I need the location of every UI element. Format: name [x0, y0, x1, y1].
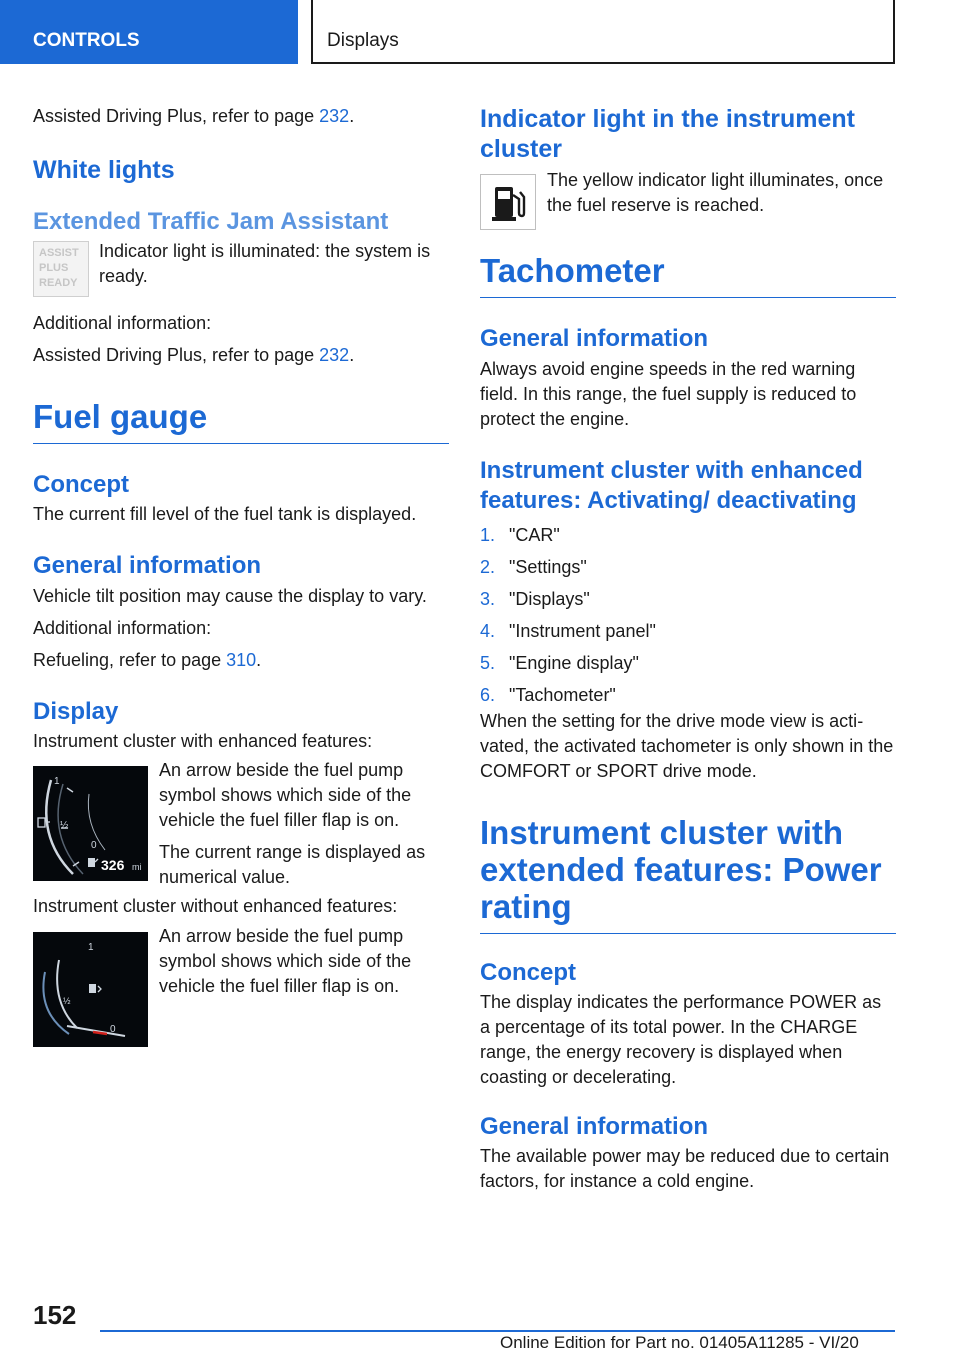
page-link-232-b[interactable]: 232	[319, 345, 350, 365]
page-link-232[interactable]: 232	[319, 106, 350, 126]
power-concept-text: The display indicates the performance POWER as a percentage of its total power. In the CHARGE range, the energy recovery is displayed when coasting or decelerating.	[480, 992, 882, 1087]
basic-gauge-mark-full: 1	[88, 942, 94, 953]
fuel-pump-range-icon	[88, 858, 95, 867]
chapter-tab	[311, 0, 895, 64]
edition-text: Online Edition for Part no. 01405A11285 - VI/20	[500, 1333, 859, 1352]
general-info-text: Vehicle tilt position may cause the display to vary.	[33, 586, 427, 606]
refuel-dot: .	[256, 650, 262, 670]
fuel-gauge-basic-image	[33, 932, 148, 1047]
fuel-gauge-basic-graphic	[33, 932, 148, 1047]
adp-dot: .	[349, 345, 355, 365]
etja-heading: Extended Traffic Jam Assistant	[33, 208, 389, 235]
step-number: 4.	[480, 621, 496, 641]
indicator-heading: Indicator light in the instrument cluster	[480, 105, 855, 163]
list-item	[480, 555, 896, 587]
step-text: "Displays"	[509, 589, 590, 609]
fuel-gauge-enhanced-image	[33, 766, 148, 881]
list-item	[480, 619, 896, 651]
assist-plus-ready-icon	[33, 241, 89, 297]
section-title: CONTROLS	[33, 30, 140, 51]
enhanced-text-2: The current range is displayed as numerical value.	[159, 842, 426, 887]
refuel-text: Refueling, refer to page	[33, 650, 227, 670]
list-item	[480, 651, 896, 683]
adp-paragraph	[33, 343, 449, 368]
power-general-text: The available power may be reduced due to certain factors, for instance a cold engine.	[480, 1146, 890, 1191]
step-number: 6.	[480, 685, 496, 705]
intro-dot: .	[349, 106, 355, 126]
step-text: "Engine display"	[509, 653, 639, 673]
step-number: 1.	[480, 525, 496, 545]
step-text: "Tachometer"	[509, 685, 616, 705]
step-text: "CAR"	[509, 525, 560, 545]
left-column	[33, 100, 449, 1058]
step-text: "Instrument panel"	[509, 621, 656, 641]
page-number: 152	[33, 1300, 77, 1330]
range-value: 326	[101, 857, 125, 873]
tachometer-heading: Tachometer	[480, 252, 896, 298]
additional-info-label-2: Additional information:	[33, 618, 212, 638]
step-number: 5.	[480, 653, 496, 673]
without-enhanced-label: Instrument cluster without enhanced features:	[33, 896, 398, 916]
power-concept-heading: Concept	[480, 959, 576, 986]
basic-fuel-pump-icon	[89, 984, 96, 993]
icon-line-plus: PLUS	[39, 262, 69, 274]
refuel-paragraph	[33, 648, 449, 673]
fuel-gauge-heading: Fuel gauge	[33, 398, 449, 444]
general-info-heading: General information	[33, 552, 262, 579]
additional-info-label: Additional information:	[33, 313, 212, 333]
steps-list	[480, 523, 896, 715]
list-item	[480, 587, 896, 619]
tach-general-heading: General information	[480, 325, 709, 352]
tach-general-text: Always avoid engine speeds in the red warning field. In this range, the fuel supply is reduced to protect the engine.	[480, 359, 857, 429]
right-column	[480, 100, 896, 1194]
drive-mode-text: When the setting for the drive mode view is activated, the activated tachometer is only shown in the COMFORT or SPORT drive mode.	[480, 711, 894, 781]
list-item	[480, 683, 896, 715]
concept-text: The current fill level of the fuel tank is displayed.	[33, 504, 417, 524]
basic-gauge-mark-empty: 0	[110, 1024, 116, 1035]
power-rating-heading: Instrument cluster with extended features: Power rating	[480, 814, 896, 934]
filler-side-arrow-icon	[98, 986, 101, 992]
range-unit: mi	[132, 862, 142, 872]
basic-gauge-mark-half: ½	[63, 996, 71, 1006]
indicator-block	[480, 172, 896, 242]
gauge-mark-half: ½	[60, 820, 69, 831]
display-heading: Display	[33, 698, 119, 725]
power-general-heading: General information	[480, 1113, 709, 1140]
fuel-gauge-enhanced-graphic	[33, 766, 148, 881]
chapter-title: Displays	[327, 30, 399, 51]
intro-paragraph	[33, 104, 449, 129]
without-enhanced-text: An arrow beside the fuel pump symbol shows which side of the vehicle the fuel filler flap is on.	[159, 926, 412, 996]
without-enhanced-block	[33, 928, 449, 1058]
enhanced-block	[33, 762, 449, 922]
section-tab	[0, 0, 298, 64]
adp-text: Assisted Driving Plus, refer to page	[33, 345, 320, 365]
white-lights-heading: White lights	[33, 156, 175, 184]
list-item	[480, 523, 896, 555]
step-number: 2.	[480, 557, 496, 577]
intro-text: Assisted Driving Plus, refer to page	[33, 106, 320, 126]
page-link-310[interactable]: 310	[226, 650, 257, 670]
step-text: "Settings"	[509, 557, 587, 577]
step-number: 3.	[480, 589, 496, 609]
gauge-mark-full: 1	[54, 776, 60, 787]
etja-text: Indicator light is illuminated: the system is ready.	[99, 241, 431, 286]
etja-block	[33, 241, 449, 305]
icon-line-ready: READY	[39, 277, 78, 289]
enhanced-label: Instrument cluster with enhanced features:	[33, 731, 373, 751]
fuel-pump-small-icon	[38, 818, 45, 827]
enhanced-text-1: An arrow beside the fuel pump symbol shows which side of the vehicle the fuel filler flap is on.	[159, 760, 412, 830]
concept-heading: Concept	[33, 471, 129, 498]
fuel-pump-icon	[480, 174, 536, 230]
footer-divider	[100, 1330, 895, 1332]
gauge-mark-empty: 0	[91, 840, 97, 851]
activating-heading: Instrument cluster with enhanced features: Activating/ deactivating	[480, 457, 863, 514]
icon-line-assist: ASSIST	[39, 247, 79, 259]
indicator-text: The yellow indicator light illuminates, once the fuel reserve is reached.	[547, 170, 884, 215]
